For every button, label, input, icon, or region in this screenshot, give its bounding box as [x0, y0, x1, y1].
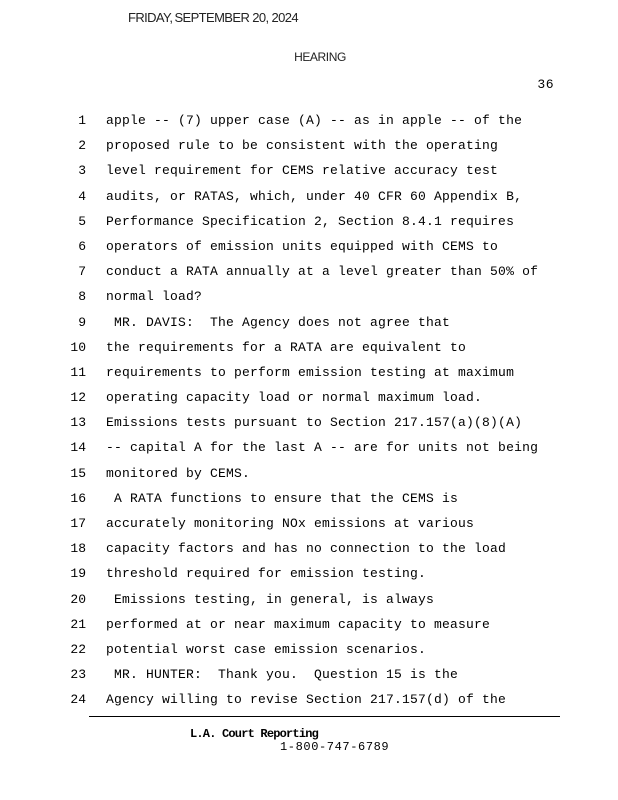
line-number: 21	[70, 616, 86, 632]
transcript-line	[0, 465, 618, 490]
transcript-line	[0, 414, 618, 439]
line-number: 8	[78, 289, 86, 305]
page-number: 36	[537, 77, 554, 92]
line-number: 10	[70, 339, 86, 355]
transcript-line	[0, 188, 618, 213]
line-number: 5	[78, 213, 86, 229]
line-number: 11	[70, 364, 86, 380]
court-reporter-phone: 1-800-747-6789	[280, 740, 390, 754]
transcript-line	[0, 439, 618, 464]
line-text: A RATA functions to ensure that the CEMS is	[114, 490, 459, 506]
line-text: normal load?	[106, 289, 203, 305]
line-text: MR. DAVIS: The Agency does not agree that	[114, 314, 451, 330]
line-text: performed at or near maximum capacity to measure	[106, 616, 491, 632]
court-reporter-name: L.A. Court Reporting	[190, 727, 319, 741]
line-text: Performance Specification 2, Section 8.4.1 requires	[106, 213, 515, 229]
transcript-body	[0, 112, 618, 717]
line-number: 6	[78, 238, 86, 254]
transcript-line	[0, 213, 618, 238]
line-number: 15	[70, 465, 86, 481]
hearing-date	[128, 10, 300, 25]
line-text: the requirements for a RATA are equivalent to	[106, 339, 467, 355]
line-text: potential worst case emission scenarios.	[106, 641, 427, 657]
line-text: conduct a RATA annually at a level greater than 50% of	[106, 264, 539, 280]
line-number: 18	[70, 541, 86, 557]
transcript-line	[0, 691, 618, 716]
line-number: 12	[70, 390, 86, 406]
line-number: 19	[70, 566, 86, 582]
transcript-line	[0, 364, 618, 389]
line-number: 4	[78, 188, 86, 204]
transcript-line	[0, 591, 618, 616]
line-text: threshold required for emission testing.	[106, 566, 427, 582]
line-text: capacity factors and has no connection to the load	[106, 541, 507, 557]
hearing-date-value: SEPTEMBER 20, 2024	[174, 10, 299, 25]
line-text: operators of emission units equipped with CEMS to	[106, 238, 499, 254]
line-text: audits, or RATAS, which, under 40 CFR 60 Appendix B,	[106, 188, 523, 204]
line-number: 20	[70, 591, 86, 607]
line-text: operating capacity load or normal maximum load.	[106, 390, 483, 406]
line-text: Emissions tests pursuant to Section 217.157(a)(8)(A)	[106, 415, 523, 431]
transcript-line	[0, 490, 618, 515]
transcript-line	[0, 238, 618, 263]
transcript-line	[0, 616, 618, 641]
line-text: MR. HUNTER: Thank you. Question 15 is the	[114, 667, 459, 683]
line-text: Emissions testing, in general, is always	[114, 591, 435, 607]
line-number: 16	[70, 490, 86, 506]
line-number: 23	[70, 667, 86, 683]
transcript-line	[0, 162, 618, 187]
line-number: 17	[70, 516, 86, 531]
transcript-line	[0, 389, 618, 414]
transcript-line	[0, 565, 618, 590]
line-text: monitored by CEMS.	[106, 465, 251, 481]
line-text: -- capital A for the last A -- are for units not being	[106, 440, 539, 456]
transcript-line	[0, 515, 618, 540]
line-number: 13	[70, 415, 86, 431]
line-number: 14	[70, 440, 86, 456]
transcript-line	[0, 641, 618, 666]
line-number: 3	[78, 163, 86, 179]
line-number: 7	[78, 264, 86, 280]
line-number: 2	[78, 138, 86, 154]
line-text: apple -- (7) upper case (A) -- as in apple -- of the	[106, 113, 523, 128]
line-text: accurately monitoring NOx emissions at various	[106, 516, 475, 531]
transcript-line	[0, 339, 618, 364]
line-text: proposed rule to be consistent with the operating	[106, 138, 499, 154]
line-number: 1	[78, 113, 86, 128]
hearing-day: FRIDAY,	[128, 10, 173, 25]
transcript-line	[0, 540, 618, 565]
transcript-line	[0, 263, 618, 288]
line-text: Agency willing to revise Section 217.157(d) of the	[106, 692, 507, 708]
transcript-line	[0, 288, 618, 313]
line-number: 9	[78, 314, 86, 330]
transcript-line	[0, 112, 618, 137]
line-text: level requirement for CEMS relative accuracy test	[106, 163, 499, 179]
line-number: 24	[70, 692, 86, 708]
transcript-line	[0, 314, 618, 339]
line-number: 22	[70, 641, 86, 657]
footer-divider	[89, 716, 560, 717]
transcript-line	[0, 137, 618, 162]
line-text: requirements to perform emission testing at maximum	[106, 364, 515, 380]
transcript-line	[0, 666, 618, 691]
page-title: HEARING	[294, 50, 346, 64]
